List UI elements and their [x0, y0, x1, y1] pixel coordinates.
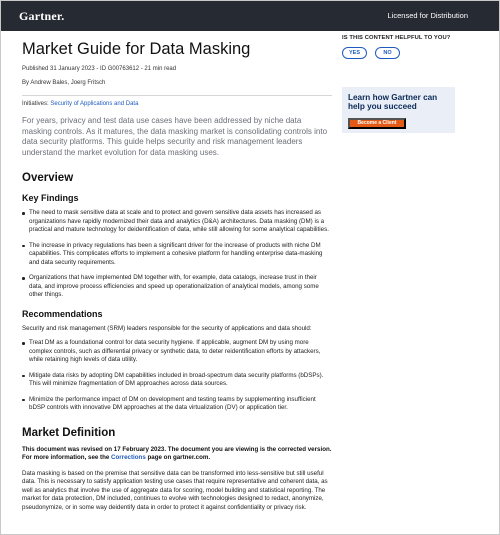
market-definition-body: Data masking is based on the premise that sensitive data can be transformed into less-sensitive but still useful data. This is necessary to satisfy application testing use cases that require representative and coherent data, as well as analytics that involve the use of aggregate data for scoring, model building and statistical reporting. The market for data protection, DM included, continues to evolve with technologies designed to redact, anonymize, pseudonymize, or in some way deidentify data in order to protect it against confidentiality or privacy risk.: [22, 469, 328, 511]
list-item: Minimize the performance impact of DM on development and testing teams by supplementing insufficient bDSP controls with innovative DM approaches at the data virtualization (DV) or application tier.: [22, 396, 332, 413]
market-definition-heading: Market Definition: [22, 426, 116, 439]
list-item: The increase in privacy regulations has been a significant driver for the increase of products with niche DM capabilities. This complicates efforts to implement a cohesive platform for handling enterprise data-masking and data security requirements.: [22, 242, 332, 268]
key-findings-list: [22, 209, 332, 300]
page-title: Market Guide for Data Masking: [22, 40, 251, 58]
publication-meta: Published 31 January 2023 - ID G00763612 - 21 min read: [22, 66, 177, 72]
initiatives-link[interactable]: Security of Applications and Data: [50, 101, 139, 107]
feedback-panel: [342, 35, 458, 59]
no-button[interactable]: NO: [375, 47, 400, 59]
list-item: Treat DM as a foundational control for data security hygiene. If applicable, augment DM by using more complex controls, such as differential privacy or synthetic data, to deter reidentification efforts by attackers, while retaining high levels of data utility.: [22, 339, 332, 365]
recommendations-heading: Recommendations: [22, 308, 103, 319]
license-label: Licensed for Distribution: [387, 11, 468, 20]
revision-note: This document was revised on 17 February 2023. The document you are viewing is the corrected version. For more information, see the Corrections page on gartner.com.: [22, 445, 332, 461]
promo-box: [342, 87, 455, 133]
recommendations-intro: Security and risk management (SRM) leaders responsible for the security of applications and data should:: [22, 324, 312, 332]
authors: By Andrew Bales, Joerg Fritsch: [22, 80, 106, 86]
initiatives-label: Initiatives:: [22, 101, 49, 107]
yes-button[interactable]: YES: [342, 47, 367, 59]
list-item: Mitigate data risks by adopting DM capabilities included in broad-spectrum data security platforms (bDSPs). This will minimize fragmentation of DM approaches across data sources.: [22, 372, 332, 389]
helpful-question: IS THIS CONTENT HELPFUL TO YOU?: [342, 35, 451, 41]
corrections-link[interactable]: Corrections: [111, 454, 146, 461]
feedback-buttons: [342, 47, 458, 59]
summary: For years, privacy and test data use cases have been addressed by niche data masking controls. As it matures, the data masking market is consolidating controls into data security platforms. This guide helps security and risk management leaders understand the market evolution for data masking uses.: [22, 116, 328, 157]
overview-heading: Overview: [22, 172, 74, 184]
top-bar: [1, 1, 500, 31]
divider: [22, 95, 332, 96]
gartner-logo[interactable]: Gartner.: [19, 9, 65, 23]
recommendations-list: [22, 339, 332, 413]
list-item: The need to mask sensitive data at scale and to protect and govern sensitive data assets has increased as organizations have rapidly modernized their data and analytics (D&A) architectures. Data masking (DM) is a practical and mature technology for deidentification of data, while still allowing for some analytical capabilities.: [22, 209, 332, 235]
promo-title: Learn how Gartner can help you succeed: [348, 93, 438, 111]
list-item: Organizations that have implemented DM together with, for example, data catalogs, increase trust in their data, and improve process efficiencies and speed up operationalization of analytical models, among some other things.: [22, 274, 332, 300]
article: [22, 39, 332, 512]
become-client-button[interactable]: Become a Client: [348, 118, 406, 129]
initiatives: [22, 101, 332, 107]
key-findings-heading: Key Findings: [22, 193, 79, 203]
